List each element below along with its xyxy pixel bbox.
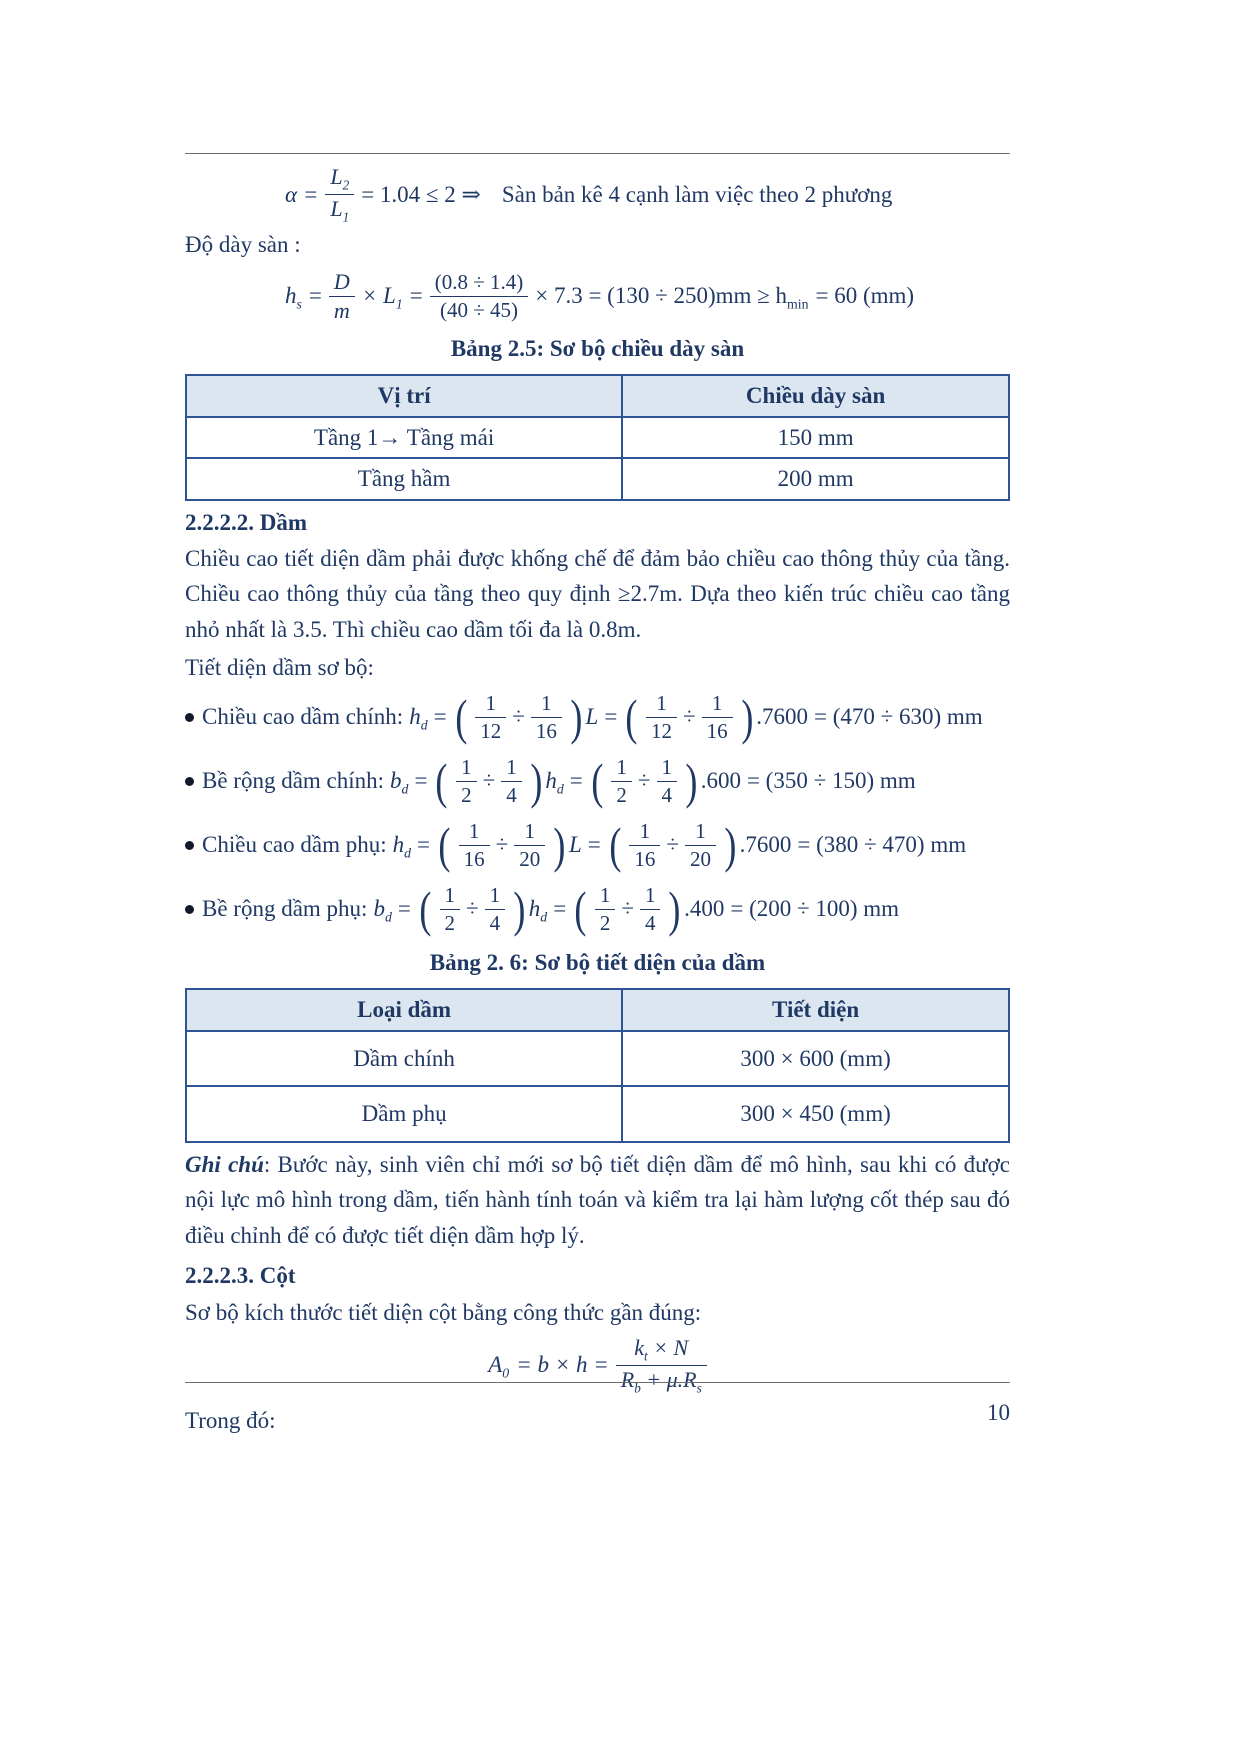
math-subscript: 0: [502, 1365, 510, 1381]
beam-formula-item: [185, 689, 1010, 745]
table-cell: 300 × 450 (mm): [622, 1086, 1009, 1142]
right-paren: ): [530, 753, 543, 810]
math-subscript: d: [384, 909, 392, 925]
column-outro: Trong đó:: [185, 1408, 276, 1434]
math-result: = (200 ÷ 100) mm: [730, 896, 900, 922]
left-paren: (: [625, 689, 638, 746]
fraction-denominator: 2: [461, 782, 472, 807]
alpha-lhs: α =: [285, 181, 319, 207]
equals-sign: =: [553, 896, 567, 922]
table-cell: Tầng 1→ Tầng mái: [186, 417, 622, 459]
alpha-result: = 1.04 ≤ 2 ⇒: [361, 181, 481, 207]
fraction: [611, 755, 632, 808]
math-variable: [390, 763, 408, 800]
beam-formula-label: Bề rộng dầm phụ:: [202, 896, 368, 922]
math-factor: .400: [684, 896, 725, 922]
slab-thickness-table: [185, 374, 1010, 501]
beam-formula-label: Bề rộng dầm chính:: [202, 768, 385, 794]
math-text: × L: [361, 282, 396, 308]
fraction: [685, 819, 716, 872]
fraction-ratio: [430, 270, 529, 323]
math-subscript: d: [404, 845, 412, 861]
math-subscript: s: [696, 1379, 702, 1395]
fraction-numerator: 1: [657, 755, 678, 782]
math-result: [535, 278, 808, 315]
left-paren: (: [435, 753, 448, 810]
page-number: 10: [987, 1400, 1010, 1425]
math-variable: [529, 891, 547, 928]
math-text: h: [409, 703, 421, 729]
fraction: [440, 883, 461, 936]
column-intro: Sơ bộ kích thước tiết diện cột bằng công thức gần đúng:: [185, 1300, 702, 1326]
fraction-denominator: 4: [489, 910, 501, 935]
left-paren: (: [591, 753, 604, 810]
divide-sign: ÷: [495, 832, 509, 858]
beam-intro: Tiết diện dầm sơ bộ:: [185, 654, 374, 680]
math-text: h: [545, 767, 557, 793]
math-variable: [586, 699, 599, 736]
beam-formula-item: [185, 817, 1010, 873]
divide-sign: ÷: [682, 704, 696, 730]
fraction: [646, 691, 677, 744]
alpha-formula: [185, 164, 1010, 225]
table-header-row: [186, 989, 1009, 1031]
left-paren: (: [609, 817, 622, 874]
table-header-tiet-dien: Tiết diện: [622, 989, 1009, 1031]
table-cell: Tầng hầm: [186, 458, 622, 500]
math-variable: [393, 827, 411, 864]
fraction-d-m: [329, 269, 355, 324]
fraction-numerator: 1: [629, 819, 660, 846]
fraction-numerator: [325, 164, 354, 195]
equals-sign: =: [569, 768, 583, 794]
math-text: h: [528, 895, 541, 921]
math-factor: .600: [700, 768, 741, 794]
math-variable: [569, 827, 582, 864]
fraction: [514, 819, 545, 872]
right-paren: ): [553, 817, 566, 874]
equals-sign: =: [308, 283, 322, 309]
fraction-denominator: 4: [661, 782, 673, 807]
equals-sign: =: [604, 704, 618, 730]
beam-formula-label: Chiều cao dầm phụ:: [202, 832, 387, 858]
math-variable-a0: [488, 1347, 509, 1384]
fraction-denominator: 12: [650, 718, 672, 743]
math-subscript: t: [644, 1347, 648, 1363]
right-paren: ): [513, 881, 526, 938]
math-text: k: [634, 1334, 645, 1360]
right-paren: ): [740, 689, 753, 746]
math-text: b: [390, 767, 402, 793]
footer-rule: [185, 1382, 1010, 1383]
fraction: [702, 691, 733, 744]
math-text: h: [392, 831, 405, 857]
math-subscript: d: [401, 781, 409, 797]
fraction-numerator: 1: [456, 755, 477, 782]
left-paren: (: [438, 817, 451, 874]
fraction-numerator: 1: [440, 883, 461, 910]
fraction: [475, 691, 506, 744]
divide-sign: ÷: [512, 704, 525, 730]
math-variable: [409, 699, 427, 736]
fraction: [595, 883, 616, 936]
math-text: × 7.3 = (130 ÷ 250)mm ≥ h: [535, 282, 788, 308]
math-text: h: [285, 282, 297, 308]
equals-sign: =: [417, 832, 430, 858]
beam-formula-item: [185, 881, 1010, 937]
math-text: L: [330, 195, 343, 221]
equals-sign: =: [587, 832, 601, 858]
fraction: [485, 883, 506, 936]
table-caption-2-6: Bảng 2. 6: Sơ bộ tiết diện của dầm: [429, 950, 766, 976]
math-text: L: [568, 831, 582, 857]
fraction-numerator: 1: [685, 819, 716, 846]
table-cell: 200 mm: [622, 458, 1009, 500]
fraction-denominator: 4: [644, 910, 656, 935]
math-text: A: [488, 1351, 503, 1377]
fraction-denominator: 16: [706, 718, 728, 743]
math-text: × N: [647, 1334, 689, 1360]
right-paren: ): [570, 689, 583, 746]
equals-sign: =: [409, 283, 423, 309]
fraction-numerator: 1: [485, 883, 506, 910]
fraction: [501, 755, 522, 808]
slab-thickness-formula: [185, 269, 1010, 324]
fraction-denominator: 16: [463, 846, 485, 871]
math-factor: .7600: [756, 704, 808, 730]
table-cell: 150 mm: [622, 417, 1009, 459]
equals-sign: =: [433, 704, 447, 730]
fraction: [640, 883, 661, 936]
divide-sign: ÷: [666, 832, 679, 858]
fraction-denominator: (40 ÷ 45): [439, 297, 518, 322]
equals-sign: =: [414, 768, 428, 794]
math-factor: .7600: [739, 832, 792, 858]
beam-note: [185, 1147, 1010, 1254]
divide-sign: ÷: [637, 768, 651, 794]
left-paren: (: [454, 689, 467, 746]
math-subscript: d: [540, 909, 548, 925]
fraction-numerator: (0.8 ÷ 1.4): [430, 270, 529, 297]
table-cell: Dầm chính: [186, 1031, 622, 1087]
right-paren: ): [668, 881, 681, 938]
math-text: L: [330, 164, 343, 189]
beam-formula-item: [185, 753, 1010, 809]
section-heading-beam: 2.2.2.2. Dầm: [185, 510, 308, 536]
beam-paragraph: Chiều cao tiết diện dầm phải được khống chế để đảm bảo chiều cao thông thủy của tầng. Chiều cao thông thủy của tầng theo quy định ≥2.7m. Dựa theo kiến trúc chiều cao tầng nhỏ nhất là 3.5. Thì chiều cao dầm tối đa là 0.8m.: [185, 545, 1010, 642]
left-paren: (: [574, 881, 587, 938]
fraction-numerator: 1: [514, 819, 545, 846]
table-cell: Dầm phụ: [186, 1086, 622, 1142]
fraction-denominator: 16: [535, 718, 557, 743]
math-subscript: 1: [342, 209, 350, 225]
fraction-numerator: D: [329, 269, 355, 297]
table-row: [186, 458, 1009, 500]
equals-sign: =: [397, 896, 411, 922]
table-caption-2-5: Bảng 2.5: Sơ bộ chiều dày sàn: [450, 336, 745, 362]
fraction-denominator: 2: [616, 782, 627, 807]
divide-sign: ÷: [482, 768, 496, 794]
fraction-numerator: 1: [475, 691, 506, 718]
beam-section-table: [185, 988, 1010, 1143]
note-text: : Bước này, sinh viên chỉ mới sơ bộ tiết diện dầm để mô hình, sau khi có được nội lực mô hình trong dầm, tiến hành tính toán và kiểm tra lại hàm lượng cốt thép sau đó điều chỉnh để có được tiết diện dầm hợp lý.: [185, 1151, 1010, 1249]
beam-formula-list: [185, 689, 1010, 937]
math-subscript: 1: [395, 296, 403, 312]
math-subscript: 2: [342, 177, 350, 193]
fraction-numerator: 1: [611, 755, 632, 782]
table-row: [186, 417, 1009, 459]
fraction-denominator: m: [333, 297, 350, 323]
right-paren: ): [685, 753, 698, 810]
table-cell: 300 × 600 (mm): [622, 1031, 1009, 1087]
math-subscript: s: [296, 296, 302, 312]
fraction-numerator: 1: [702, 691, 733, 718]
fraction-denominator: 16: [634, 846, 656, 871]
math-text: L: [585, 703, 599, 729]
math-text: + μ.R: [640, 1366, 697, 1392]
math-subscript: d: [556, 781, 564, 797]
math-subscript: b: [634, 1379, 641, 1395]
fraction-denominator: 12: [480, 718, 502, 743]
math-variable: [373, 891, 391, 928]
fraction-l2-l1: [325, 164, 354, 225]
fraction-numerator: 1: [640, 883, 661, 910]
slab-thickness-label: Độ dày sàn :: [185, 231, 301, 257]
section-heading-column: 2.2.2.3. Cột: [185, 1262, 296, 1288]
math-text: R: [620, 1366, 635, 1392]
table-header-row: [186, 375, 1009, 417]
fraction-denominator: [325, 195, 354, 225]
table-row: [186, 1086, 1009, 1142]
fraction-denominator: 20: [519, 846, 541, 871]
note-label: Ghi chú: [185, 1151, 264, 1177]
math-result: = (380 ÷ 470) mm: [797, 832, 967, 858]
fraction-denominator: 4: [506, 782, 517, 807]
math-result-min: = 60 (mm): [815, 283, 915, 309]
table-header-vi-tri: Vị trí: [186, 375, 622, 417]
table-header-chieu-day: Chiều dày sàn: [622, 375, 1009, 417]
table-header-loai-dam: Loại dầm: [186, 989, 622, 1031]
right-paren: ): [724, 817, 737, 874]
table-row: [186, 1031, 1009, 1087]
fraction-numerator: 1: [501, 755, 522, 782]
alpha-conclusion: Sàn bản kê 4 cạnh làm việc theo 2 phương: [501, 181, 893, 207]
fraction: [456, 755, 477, 808]
fraction: [459, 819, 490, 872]
math-variable: [545, 763, 563, 800]
math-subscript: d: [420, 717, 428, 733]
fraction-denominator: 20: [690, 846, 711, 871]
fraction-denominator: 2: [599, 910, 611, 935]
fraction-numerator: 1: [459, 819, 490, 846]
math-subscript: min: [787, 296, 809, 312]
fraction-denominator: 2: [444, 910, 455, 935]
fraction-numerator: 1: [595, 883, 616, 910]
header-rule: [185, 153, 1010, 154]
math-variable-hs: [285, 278, 302, 315]
fraction: [657, 755, 678, 808]
fraction: [531, 691, 562, 744]
left-paren: (: [419, 881, 432, 938]
divide-sign: ÷: [621, 896, 634, 922]
beam-formula-label: Chiều cao dầm chính:: [202, 704, 404, 730]
math-result: = (350 ÷ 150) mm: [746, 768, 916, 794]
divide-sign: ÷: [466, 896, 479, 922]
math-text: b: [373, 895, 385, 921]
math-result: = (470 ÷ 630) mm: [814, 704, 983, 730]
fraction-numerator: 1: [646, 691, 677, 718]
fraction: [629, 819, 660, 872]
fraction-numerator: 1: [531, 691, 562, 718]
math-mid: = b × h =: [516, 1352, 609, 1378]
fraction-numerator: [616, 1335, 707, 1366]
math-times-l1: [362, 278, 403, 315]
